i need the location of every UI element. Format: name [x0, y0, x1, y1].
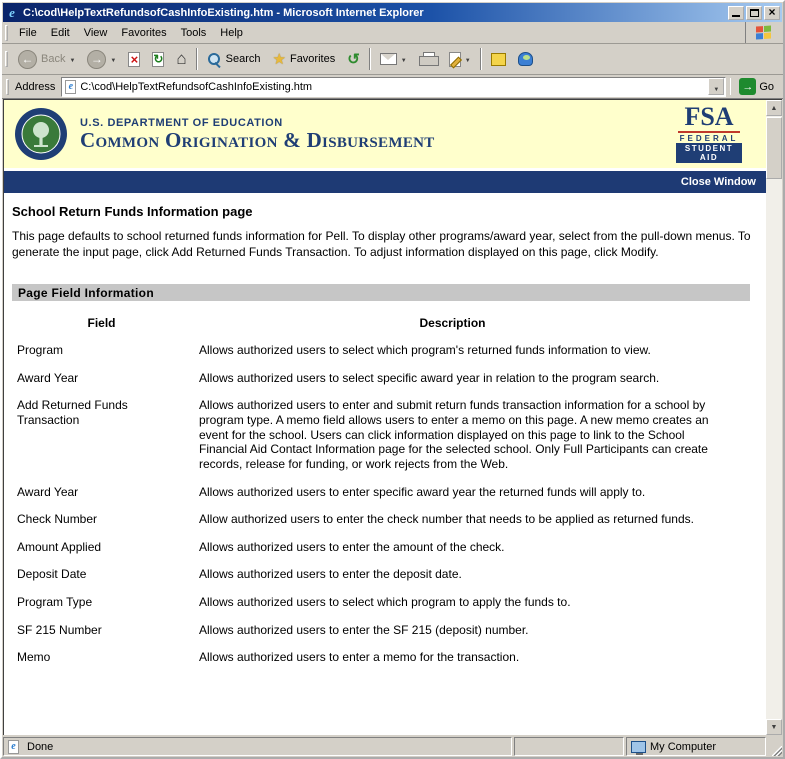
- forward-icon: [87, 50, 106, 69]
- table-row: [4, 540, 766, 555]
- description-cell: Allows authorized users to enter the SF 215 (deposit) number.: [199, 622, 529, 637]
- section-header-bar: [12, 284, 750, 301]
- discuss-icon: [491, 53, 506, 66]
- description-cell: Allows authorized users to enter specific award year the returned funds will apply to.: [199, 484, 646, 499]
- my-computer-icon: [631, 741, 646, 753]
- menu-bar: [2, 22, 783, 44]
- forward-dropdown-icon[interactable]: [110, 53, 116, 65]
- security-zone-pane: [626, 737, 766, 756]
- mail-dropdown-icon[interactable]: [401, 53, 407, 65]
- close-button[interactable]: [764, 6, 780, 20]
- print-icon: [419, 52, 437, 67]
- table-row: [4, 567, 766, 582]
- fsa-student-aid: STUDENT AID: [676, 143, 742, 163]
- intro-paragraph: This page defaults to school returned funds information for Pell. To display other programs/award year, select from the pull-down menus. To generate the input page, click Add Returned Funds Transaction. To adjust information displayed on this page, click Modify.: [12, 229, 751, 259]
- browser-viewport: [3, 99, 782, 735]
- field-cell: Program: [17, 343, 64, 358]
- history-icon: [347, 50, 360, 68]
- table-row: [4, 512, 766, 527]
- home-button[interactable]: [170, 46, 192, 73]
- search-label: Search: [225, 53, 261, 65]
- address-bar: [2, 75, 783, 99]
- close-window-link[interactable]: Close Window: [680, 176, 756, 188]
- table-row: [4, 398, 766, 471]
- title-bar: [3, 3, 782, 22]
- table-row: [4, 650, 766, 665]
- field-cell: Add Returned Funds Transaction: [17, 398, 128, 428]
- description-cell: Allows authorized users to enter and submit return funds transaction information for a school by program type. A memo field allows users to enter a memo on this page. A new memo creates an event for the school. Users can click information displayed on this page to link to the School Financial Aid Contact Information page for the selected school. Only Full Participants can create records, release for funding, or work rejects from the Web.: [199, 398, 709, 471]
- field-cell: Amount Applied: [17, 539, 102, 554]
- addressbar-grip[interactable]: [6, 79, 9, 95]
- go-arrow-icon: [739, 78, 756, 95]
- windows-logo-throbber: [745, 22, 781, 43]
- menu-file[interactable]: File: [19, 26, 37, 39]
- print-button[interactable]: [413, 46, 443, 73]
- status-text: Done: [27, 740, 54, 753]
- zone-label: My Computer: [650, 740, 717, 753]
- menu-favorites[interactable]: Favorites: [121, 26, 167, 39]
- dept-of-education-seal: [14, 107, 68, 161]
- page-doc-icon: e: [65, 80, 76, 94]
- address-dropdown-button[interactable]: [708, 78, 724, 95]
- field-cell: Memo: [17, 650, 51, 665]
- description-cell: Allows authorized users to select which program to apply the funds to.: [199, 595, 571, 610]
- messenger-icon: [518, 52, 533, 66]
- table-row: [4, 371, 766, 386]
- go-label: Go: [759, 80, 774, 93]
- chevron-down-icon: [713, 78, 719, 96]
- description-column-header: Description: [419, 316, 486, 331]
- mail-icon: [380, 53, 397, 65]
- edit-dropdown-icon[interactable]: [465, 53, 471, 65]
- table-row: [4, 623, 766, 638]
- toolbar-separator: [369, 48, 371, 70]
- field-cell: Award Year: [17, 370, 79, 385]
- scrollbar-track[interactable]: [766, 116, 782, 719]
- menu-view[interactable]: View: [83, 26, 108, 39]
- address-value: C:\cod\HelpTextRefundsofCashInfoExisting.htm: [80, 80, 313, 93]
- stop-button[interactable]: [122, 46, 146, 73]
- dept-line: U.S. DEPARTMENT OF EDUCATION: [80, 116, 283, 129]
- status-page-icon: e: [8, 740, 19, 754]
- discuss-button[interactable]: [485, 46, 512, 73]
- favorites-button[interactable]: [267, 46, 342, 73]
- forward-button[interactable]: [81, 46, 122, 73]
- favorites-label: Favorites: [289, 53, 336, 65]
- close-icon: [768, 7, 775, 19]
- messenger-button[interactable]: [512, 46, 539, 73]
- stop-icon: ×: [128, 52, 140, 67]
- scroll-down-button[interactable]: ▼: [766, 719, 782, 735]
- home-icon: [176, 49, 186, 69]
- scroll-up-button[interactable]: ▲: [766, 100, 782, 116]
- description-cell: Allow authorized users to enter the check number that needs to be applied as returned funds.: [199, 512, 694, 527]
- navy-link-bar: [4, 171, 766, 193]
- description-cell: Allows authorized users to select specific award year in relation to the program search.: [199, 370, 660, 385]
- toolbar-separator: [480, 48, 482, 70]
- back-button[interactable]: [12, 46, 81, 73]
- fsa-logo: [676, 102, 742, 163]
- address-label: Address: [15, 80, 56, 93]
- menu-tools[interactable]: Tools: [180, 26, 207, 39]
- status-bar: [2, 735, 783, 757]
- address-input[interactable]: [61, 77, 726, 97]
- edit-button[interactable]: [443, 46, 477, 73]
- windows-flag-icon: [756, 25, 772, 40]
- dept-text-block: [80, 117, 435, 151]
- table-row: [4, 485, 766, 500]
- toolbar-separator: [196, 48, 198, 70]
- menu-edit[interactable]: Edit: [50, 26, 70, 39]
- menu-help[interactable]: Help: [220, 26, 243, 39]
- field-cell: Deposit Date: [17, 567, 87, 582]
- maximize-button[interactable]: [746, 6, 762, 20]
- window-resize-grip[interactable]: [768, 737, 782, 756]
- back-label: Back: [41, 53, 66, 65]
- history-button[interactable]: [341, 46, 366, 73]
- menubar-grip[interactable]: [5, 25, 8, 41]
- table-row: [4, 343, 766, 358]
- field-cell: Award Year: [17, 484, 79, 499]
- table-row: [4, 595, 766, 610]
- back-dropdown-icon[interactable]: [69, 53, 75, 65]
- minimize-button[interactable]: [728, 6, 744, 20]
- cod-banner: [4, 100, 766, 168]
- edit-icon: [449, 52, 461, 67]
- mail-button[interactable]: [374, 46, 413, 73]
- ie-app-icon: e: [9, 4, 15, 20]
- fsa-federal: FEDERAL: [679, 133, 739, 143]
- window-title: C:\cod\HelpTextRefundsofCashInfoExisting.htm - Microsoft Internet Explorer: [23, 6, 424, 19]
- table-header-row: [4, 316, 766, 330]
- field-table: [4, 343, 766, 678]
- search-icon: [207, 52, 222, 67]
- vertical-scrollbar[interactable]: [766, 100, 782, 735]
- go-button[interactable]: [730, 78, 780, 95]
- refresh-icon: [152, 52, 164, 67]
- maximize-icon: [750, 9, 759, 17]
- fsa-text: FSA: [684, 102, 734, 132]
- section-title: Page Field Information: [18, 285, 154, 300]
- field-cell: Check Number: [17, 512, 98, 527]
- description-cell: Allows authorized users to enter the amount of the check.: [199, 539, 505, 554]
- scrollbar-thumb[interactable]: [766, 117, 782, 179]
- cod-title: Common Origination & Disbursement: [80, 127, 435, 152]
- refresh-button[interactable]: [146, 46, 170, 73]
- favorites-star-icon: [273, 50, 286, 68]
- standard-toolbar: [2, 44, 783, 75]
- description-cell: Allows authorized users to enter the deposit date.: [199, 567, 462, 582]
- description-cell: Allows authorized users to enter a memo for the transaction.: [199, 650, 520, 665]
- toolbar-grip[interactable]: [5, 51, 8, 67]
- field-column-header: Field: [87, 316, 116, 331]
- page-title: School Return Funds Information page: [12, 204, 253, 219]
- field-cell: SF 215 Number: [17, 622, 102, 637]
- search-button[interactable]: [201, 46, 267, 73]
- back-icon: [18, 50, 37, 69]
- description-cell: Allows authorized users to select which program's returned funds information to view.: [199, 343, 651, 358]
- progress-pane: [514, 737, 624, 756]
- field-cell: Program Type: [17, 595, 93, 610]
- minimize-icon: [732, 9, 740, 17]
- page-content: [4, 100, 766, 735]
- fsa-red-line: [678, 131, 740, 133]
- status-pane: [3, 737, 512, 756]
